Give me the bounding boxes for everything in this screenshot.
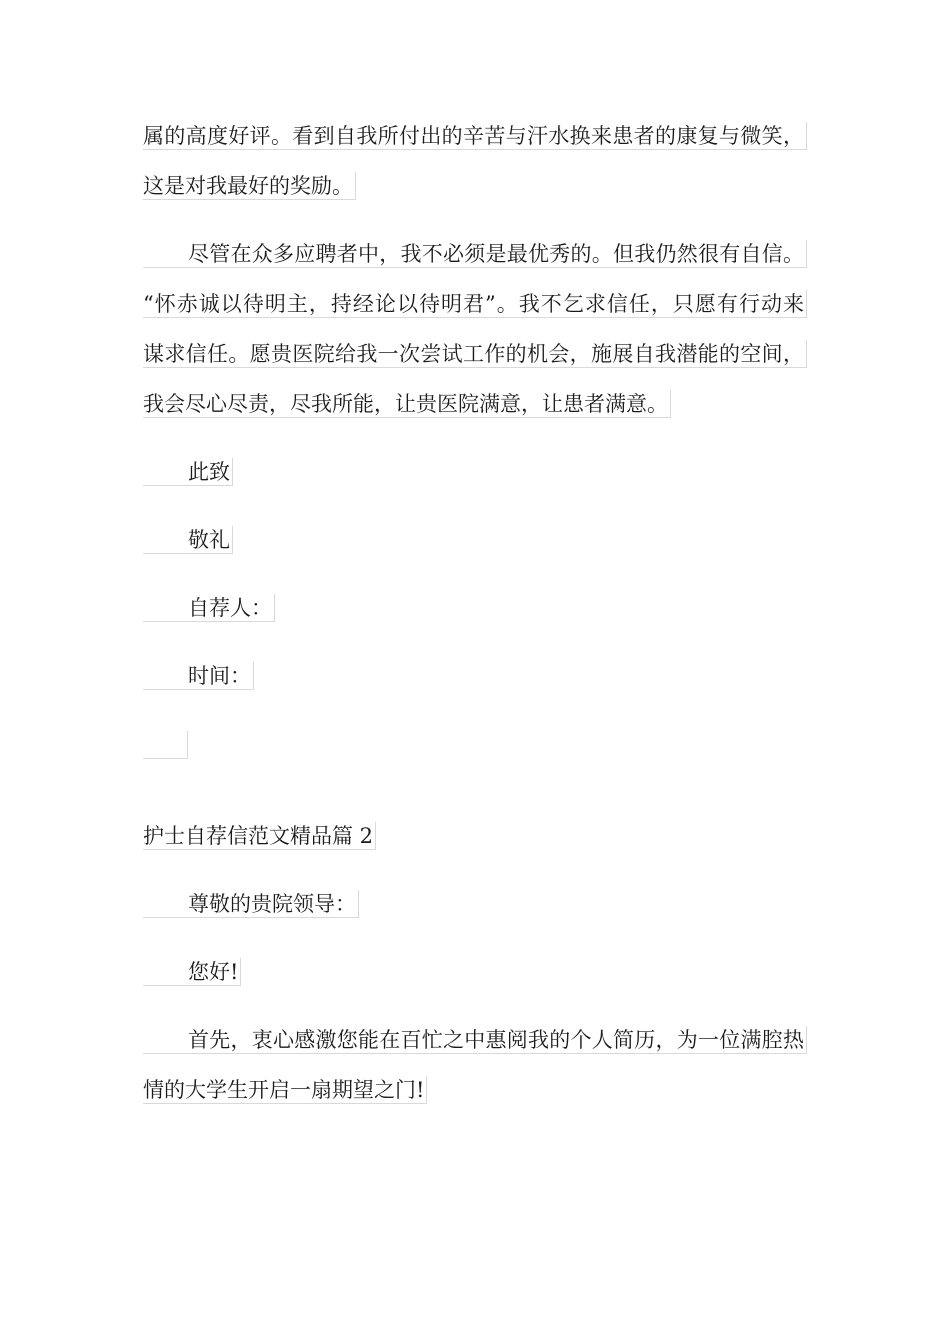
section-title: 护士自荐信范文精品篇 2 [143,822,376,850]
closing-line: 此致 [143,458,233,486]
date-line: 时间： [143,662,254,690]
salutation-line: 尊敬的贵院领导： [143,890,359,918]
greeting-line: 您好! [143,958,241,986]
paragraph-line: “怀赤诚以待明主，持经论以待明君”。我不乞求信任，只愿有行动来 [143,290,807,318]
paragraph-line: 情的大学生开启一扇期望之门! [143,1076,427,1104]
empty-line [143,731,188,759]
paragraph-line: 这是对我最好的奖励。 [143,172,356,200]
paragraph-line: 首先，衷心感激您能在百忙之中惠阅我的个人简历，为一位满腔热 [143,1026,807,1054]
closing-line: 敬礼 [143,526,233,554]
paragraph-line: 谋求信任。愿贵医院给我一次尝试工作的机会，施展自我潜能的空间， [143,340,807,368]
paragraph-line: 我会尽心尽责，尽我所能，让贵医院满意，让患者满意。 [143,390,671,418]
paragraph-line: 属的高度好评。看到自我所付出的辛苦与汗水换来患者的康复与微笑， [143,122,807,150]
signature-line: 自荐人： [143,594,275,622]
paragraph-line: 尽管在众多应聘者中，我不必须是最优秀的。但我仍然很有自信。 [143,240,807,268]
